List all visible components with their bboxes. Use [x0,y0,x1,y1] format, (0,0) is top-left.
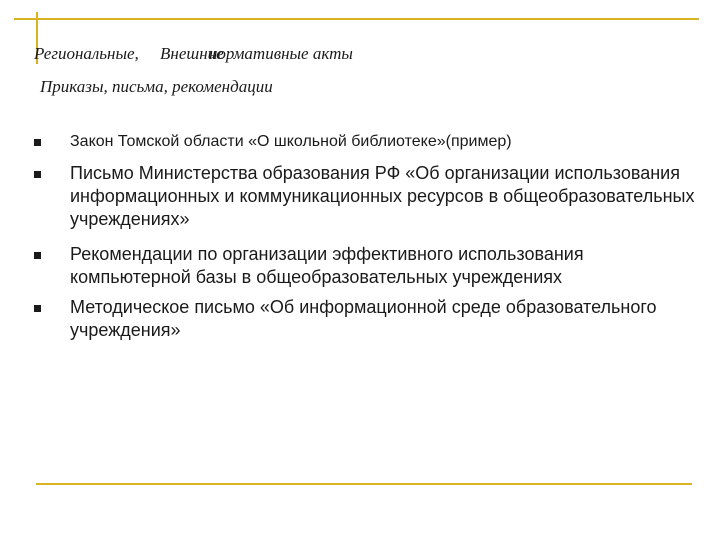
slide-title-regional: Региональные, [34,44,139,63]
list-item [70,243,700,289]
list-item-text: Закон Томской области «О школьной библиотеке»(пример) [70,133,512,150]
list-item-text: Методическое письмо «Об информационной среде образовательного учреждения» [70,297,657,340]
list-item [70,162,700,231]
square-bullet-icon [34,305,41,312]
slide-subtitle: Приказы, письма, рекомендации [40,77,273,96]
list-item-text: Рекомендации по организации эффективного использования компьютерной базы в общеобразовательных учреждениях [70,244,584,287]
slide-title-external: Внешние [160,44,224,63]
list-item [70,132,700,152]
list-item [70,296,700,342]
slide-title-normative-acts: нормативные акты [209,44,353,63]
square-bullet-icon [34,139,41,146]
square-bullet-icon [34,252,41,259]
list-item-text: Письмо Министерства образования РФ «Об организации использования информационных и коммуникационных ресурсов в общеобразовательных учреждениях» [70,163,695,229]
square-bullet-icon [34,171,41,178]
top-divider-line [14,18,699,20]
bottom-divider-line [36,483,692,485]
